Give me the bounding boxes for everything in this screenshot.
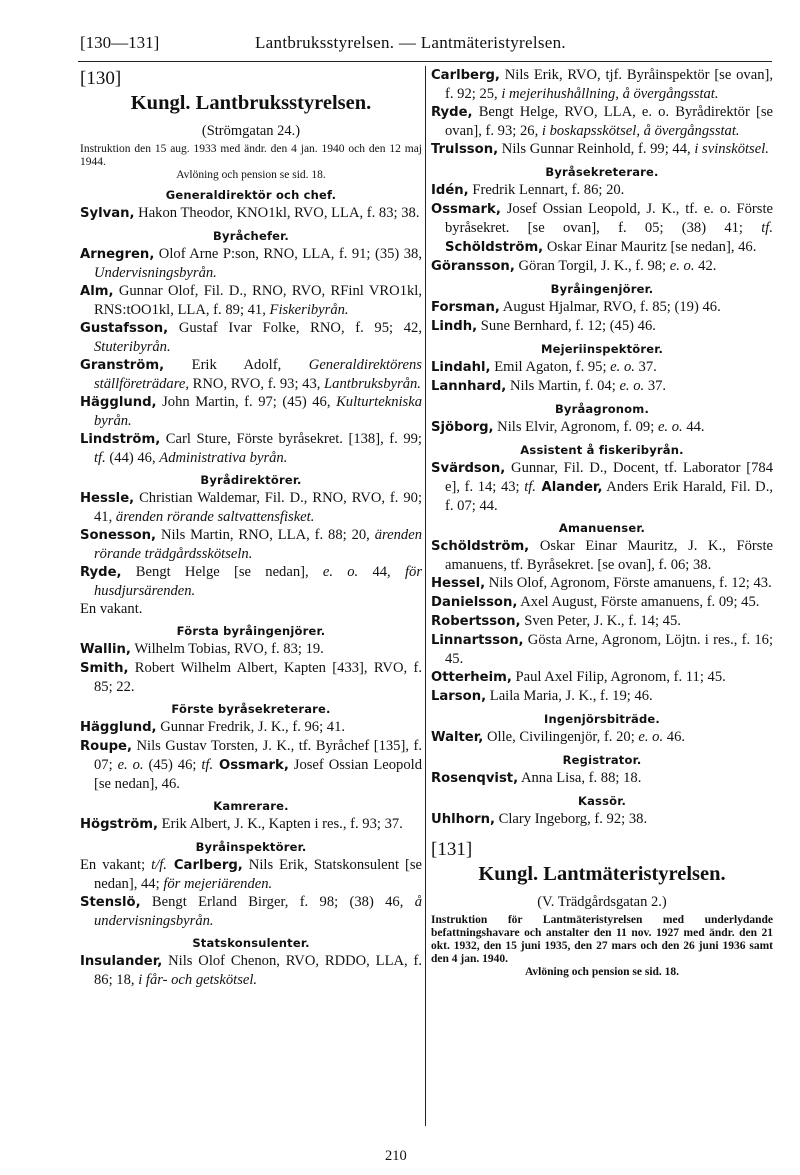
entry-text: Gunnar Fredrik, J. K., f. 96; 41.: [156, 719, 346, 735]
list-item: [431, 358, 773, 377]
person-name: Roupe,: [80, 739, 132, 754]
entry-text: Nils Erik, Statskonsulent [se nedan], 44;: [94, 857, 423, 892]
person-name: Carlberg,: [431, 68, 500, 83]
person-name: Larson,: [431, 689, 487, 704]
person-name: Insulander,: [80, 954, 163, 969]
entry-text: 46.: [663, 729, 686, 745]
entry-text: Clary Ingeborg, f. 92; 38.: [494, 811, 648, 827]
person-name: Uhlhorn,: [431, 812, 495, 827]
list-item: [80, 393, 422, 430]
list-item: [431, 769, 773, 788]
entry-text: Bengt Helge, RVO, LLA, e. o. Byrådirektör [se ovan], f. 93; 26,: [445, 104, 773, 139]
entry-text: Olle, Civilingenjör, f. 20;: [483, 729, 639, 745]
running-title: Lantbruksstyrelsen. — Lantmäteristyrelsen.: [255, 33, 566, 52]
entry-text: Nils Martin, RNO, LLA, f. 88; 20,: [156, 527, 375, 543]
list-item: [80, 526, 422, 563]
category-heading: Amanuenser.: [558, 521, 646, 535]
person-name: Carlberg,: [166, 858, 243, 873]
entry-italic: e. o.: [657, 419, 683, 435]
category-heading: Byråagronom.: [554, 402, 650, 416]
entry-italic: e. o.: [638, 729, 664, 745]
list-item: [431, 257, 773, 276]
entry-text: Axel August, Förste amanuens, f. 09; 45.: [517, 594, 760, 610]
entry-text: Nils Gunnar Reinhold, f. 99; 44,: [498, 141, 695, 157]
entry-text: Robert Wilhelm Albert, Kapten [433], RVO, f. 85; 22.: [94, 660, 422, 695]
person-name: Otterheim,: [431, 670, 512, 685]
person-name: Ossmark,: [431, 202, 501, 217]
category-heading: Assistent å fiskeribyrån.: [520, 443, 684, 457]
entry-text: Nils Martin, f. 04;: [506, 378, 620, 394]
person-name: Trulsson,: [431, 142, 499, 157]
entry-text: (45) 46;: [143, 757, 202, 773]
list-item: [431, 612, 773, 631]
page-range: [130—131]: [80, 33, 160, 52]
category-heading: Byråinspektörer.: [195, 840, 307, 854]
person-name: Hägglund,: [80, 720, 157, 735]
running-header: [80, 33, 770, 57]
entry-text: 37.: [644, 378, 667, 394]
list-item: [431, 418, 773, 437]
category-heading: Statskonsulenter.: [192, 936, 310, 950]
person-name: Schöldström,: [431, 539, 530, 554]
entry-italic: e. o.: [117, 757, 144, 773]
list-item: [431, 317, 773, 336]
list-item: [431, 459, 773, 515]
entry-text: Gunnar Olof, Fil. D., RNO, RVO, RFinl VRO1kl, RNS:tOO1kl, LLA, f. 89; 41,: [94, 283, 422, 318]
category-heading: Registrator.: [562, 753, 642, 767]
right-column: [431, 66, 773, 979]
person-name: Sonesson,: [80, 528, 157, 543]
person-name: Rosenqvist,: [431, 771, 519, 786]
entry-italic: å undervisningsbyrån.: [94, 894, 422, 929]
entry-text: Bengt Erland Birger, f. 98; (38) 46,: [140, 894, 415, 910]
entry-italic: e. o.: [619, 378, 645, 394]
entry-italic: ärenden rörande saltvattensfisket.: [115, 509, 315, 525]
entry-text: Sune Bernhard, f. 12; (45) 46.: [477, 318, 656, 334]
list-item: [80, 952, 422, 989]
entry-text: Anna Lisa, f. 88; 18.: [518, 770, 642, 786]
salary-note: Avlöning och pension se sid. 18.: [524, 966, 680, 978]
list-item: [431, 200, 773, 257]
person-name: Robertsson,: [431, 614, 521, 629]
entry-italic: Lantbruksbyrån.: [324, 376, 421, 392]
list-item: [431, 631, 773, 668]
list-item: [80, 489, 422, 526]
entry-italic: tf.: [524, 479, 536, 495]
entry-italic: för husdjursärenden.: [94, 564, 422, 599]
person-name: Svärdson,: [431, 461, 506, 476]
category-heading: Första byråingenjörer.: [176, 624, 326, 638]
person-name: Lannhard,: [431, 379, 507, 394]
entry-text: Hakon Theodor, KNO1kl, RVO, LLA, f. 83; 38.: [134, 205, 420, 221]
person-name: Danielsson,: [431, 595, 518, 610]
section-title: Kungl. Lantbruksstyrelsen.: [130, 92, 372, 114]
person-name: Hessle,: [80, 491, 135, 506]
person-name: Ryde,: [431, 105, 473, 120]
category-heading: Byråingenjörer.: [550, 282, 654, 296]
person-name: Alander,: [535, 480, 603, 495]
list-item: [431, 810, 773, 829]
entry-italic: i mejerihushållning, å övergångsstat.: [501, 86, 719, 102]
person-name: Lindström,: [80, 432, 161, 447]
list-item: [431, 140, 773, 159]
category-heading: Mejeriinspektörer.: [540, 342, 664, 356]
person-name: Stenslö,: [80, 895, 141, 910]
person-name: Lindh,: [431, 319, 478, 334]
entry-text: Bengt Helge [se nedan],: [121, 564, 323, 580]
section-number: [131]: [431, 839, 473, 860]
list-item: [431, 728, 773, 747]
entry-text: 42.: [694, 258, 717, 274]
entry-text: Erik Albert, J. K., Kapten i res., f. 93; 37.: [158, 816, 403, 832]
entry-italic: Generaldirektörens ställföreträdare,: [94, 357, 422, 392]
entry-text: Christian Waldemar, Fil. D., RNO, RVO, f. 90; 41,: [94, 490, 422, 525]
entry-text: Fredrik Lennart, f. 86; 20.: [468, 182, 625, 198]
entry-text: Emil Agaton, f. 95;: [490, 359, 611, 375]
list-item: [80, 319, 422, 356]
list-item: [431, 537, 773, 574]
entry-text: Nils Erik, RVO, tjf. Byråinspektör [se ovan], f. 92; 25,: [445, 67, 773, 102]
entry-italic: Fiskeribyrån.: [269, 302, 349, 318]
list-item: [80, 640, 422, 659]
entry-text: Olof Arne P:son, RNO, LLA, f. 91; (35) 38,: [154, 246, 422, 262]
list-item: [80, 856, 422, 893]
person-name: Alm,: [80, 284, 114, 299]
list-item: [80, 245, 422, 282]
category-heading: Förste byråsekreterare.: [171, 702, 331, 716]
entry-italic: e. o.: [610, 359, 635, 375]
entry-text: Erik Adolf,: [164, 357, 309, 373]
section-address: (V. Trädgårdsgatan 2.): [537, 894, 667, 910]
entry-text: August Hjalmar, RVO, f. 85; (19) 46.: [499, 299, 721, 315]
list-item: [80, 737, 422, 793]
person-name: Gustafsson,: [80, 321, 169, 336]
entry-text: John Martin, f. 97; (45) 46,: [156, 394, 337, 410]
person-name: Granström,: [80, 358, 165, 373]
list-item: [80, 356, 422, 393]
list-item: [80, 893, 422, 930]
entry-text: Laila Maria, J. K., f. 19; 46.: [486, 688, 653, 704]
entry-text: Oskar Einar Mauritz, J. K., Förste amanuens, tf. Byråsekret. [se ovan], f. 06; 38.: [445, 538, 773, 573]
list-item: [431, 668, 773, 687]
page-number: 210: [385, 1148, 407, 1164]
list-item: [431, 298, 773, 317]
entry-text: Sven Peter, J. K., f. 14; 45.: [520, 613, 681, 629]
entry-italic: Administrativa byrån.: [159, 450, 288, 466]
entry-text: 44.: [682, 419, 705, 435]
category-heading: Byrådirektörer.: [200, 473, 302, 487]
section-address: (Strömgatan 24.): [201, 123, 301, 139]
instruction-text: Instruktion den 15 aug. 1933 med ändr. den 4 jan. 1940 och den 12 maj 1944.: [80, 143, 422, 168]
list-item: [80, 815, 422, 834]
entry-text: Gunnar, Fil. D., Docent, tf. Laborator [784 e], f. 14; 43;: [445, 460, 773, 495]
entry-italic: tf.: [761, 220, 773, 236]
list-item: [80, 563, 422, 600]
list-item: [80, 204, 422, 223]
left-column: [80, 66, 422, 989]
person-name: Forsman,: [431, 300, 500, 315]
entry-text: Wilhelm Tobias, RVO, f. 83; 19.: [130, 641, 324, 657]
person-name: Sylvan,: [80, 206, 135, 221]
entry-italic: e. o.: [322, 564, 359, 580]
person-name: Wallin,: [80, 642, 131, 657]
entry-italic: Kulturtekniska byrån.: [94, 394, 422, 429]
salary-note: Avlöning och pension se sid. 18.: [176, 169, 326, 181]
entry-text: (44) 46,: [105, 450, 160, 466]
header-rule: [78, 61, 772, 62]
list-item: [431, 66, 773, 103]
list-item: [80, 718, 422, 737]
category-heading: Byråsekreterare.: [545, 165, 659, 179]
list-item: En vakant.: [80, 601, 143, 617]
entry-text: RNO, RVO, f. 93; 43,: [189, 376, 325, 392]
entry-text: Josef Ossian Leopold, J. K., tf. e. o. Förste byråsekret. [se ovan], f. 05; (38) 41;: [445, 201, 773, 236]
person-name: Lindahl,: [431, 360, 491, 375]
category-heading: Kassör.: [577, 794, 627, 808]
entry-italic: i boskapsskötsel, å övergångsstat.: [541, 123, 740, 139]
entry-text: Göran Torgil, J. K., f. 98;: [514, 258, 670, 274]
entry-italic: Undervisningsbyrån.: [94, 265, 217, 281]
entry-italic: t/f.: [151, 857, 167, 873]
list-item: [80, 659, 422, 696]
entry-text: En vakant;: [80, 857, 152, 873]
list-item: [431, 103, 773, 140]
entry-italic: tf.: [94, 450, 106, 466]
person-name: Hessel,: [431, 576, 486, 591]
entry-text: Nils Gustav Torsten, J. K., tf. Byråchef [135], f. 07;: [94, 738, 422, 773]
category-heading: Generaldirektör och chef.: [165, 188, 337, 202]
person-name: Idén,: [431, 183, 469, 198]
person-name: Linnartsson,: [431, 633, 524, 648]
entry-text: Gustaf Ivar Folke, RNO, f. 95; 42,: [168, 320, 422, 336]
section-number: [130]: [80, 68, 122, 89]
entry-text: Oskar Einar Mauritz [se nedan], 46.: [543, 239, 757, 255]
entry-italic: tf.: [201, 757, 214, 773]
entry-text: Nils Elvir, Agronom, f. 09;: [493, 419, 658, 435]
entry-text: Paul Axel Filip, Agronom, f. 11; 45.: [511, 669, 726, 685]
list-item: [431, 377, 773, 396]
person-name: Arnegren,: [80, 247, 155, 262]
person-name: Sjöborg,: [431, 420, 494, 435]
category-heading: Kamrerare.: [213, 799, 289, 813]
person-name: Högström,: [80, 817, 159, 832]
person-name: Walter,: [431, 730, 484, 745]
entry-text: Carl Sture, Förste byråsekret. [138], f. 99;: [160, 431, 422, 447]
entry-text: 44,: [358, 564, 405, 580]
category-heading: Ingenjörsbiträde.: [544, 712, 660, 726]
entry-italic: för mejeriärenden.: [163, 876, 273, 892]
entry-text: Nils Olof Chenon, RVO, RDDO, LLA, f. 86; 18,: [94, 953, 422, 988]
person-name: Smith,: [80, 661, 129, 676]
entry-text: Nils Olof, Agronom, Förste amanuens, f. 12; 43.: [485, 575, 772, 591]
column-divider: [425, 66, 426, 1126]
section-title: Kungl. Lantmäteristyrelsen.: [478, 863, 726, 885]
entry-text: Anders Erik Harald, Fil. D., f. 07; 44.: [445, 479, 773, 514]
entry-italic: i får- och getskötsel.: [138, 972, 258, 988]
person-name: Göransson,: [431, 259, 515, 274]
person-name: Hägglund,: [80, 395, 157, 410]
entry-italic: ärenden rörande trädgårdsskötseln.: [94, 527, 422, 562]
list-item: [80, 282, 422, 319]
person-name: Schöldström,: [445, 240, 544, 255]
instruction-text: Instruktion för Lantmäteristyrelsen med underlydande befattningshavare och anstalter den 11 nov. 1927 med ändr. den 21 okt. 1932, den 15 juni 1935, den 27 mars och den 26 juni 1936 samt den 4 jan. 1940.: [431, 914, 773, 965]
list-item: [431, 687, 773, 706]
list-item: [431, 574, 773, 593]
person-name: Ossmark,: [213, 758, 289, 773]
entry-italic: i svinskötsel.: [694, 141, 769, 157]
list-item: [431, 593, 773, 612]
entry-text: Gösta Arne, Agronom, Löjtn. i res., f. 16; 45.: [445, 632, 773, 667]
list-item: [80, 430, 422, 467]
entry-text: Josef Ossian Leopold [se nedan], 46.: [94, 757, 422, 792]
entry-text: 37.: [634, 359, 657, 375]
entry-italic: Stuteribyrån.: [94, 339, 171, 355]
list-item: [431, 181, 773, 200]
entry-italic: e. o.: [669, 258, 695, 274]
category-heading: Byråchefer.: [213, 229, 289, 243]
person-name: Ryde,: [80, 565, 122, 580]
